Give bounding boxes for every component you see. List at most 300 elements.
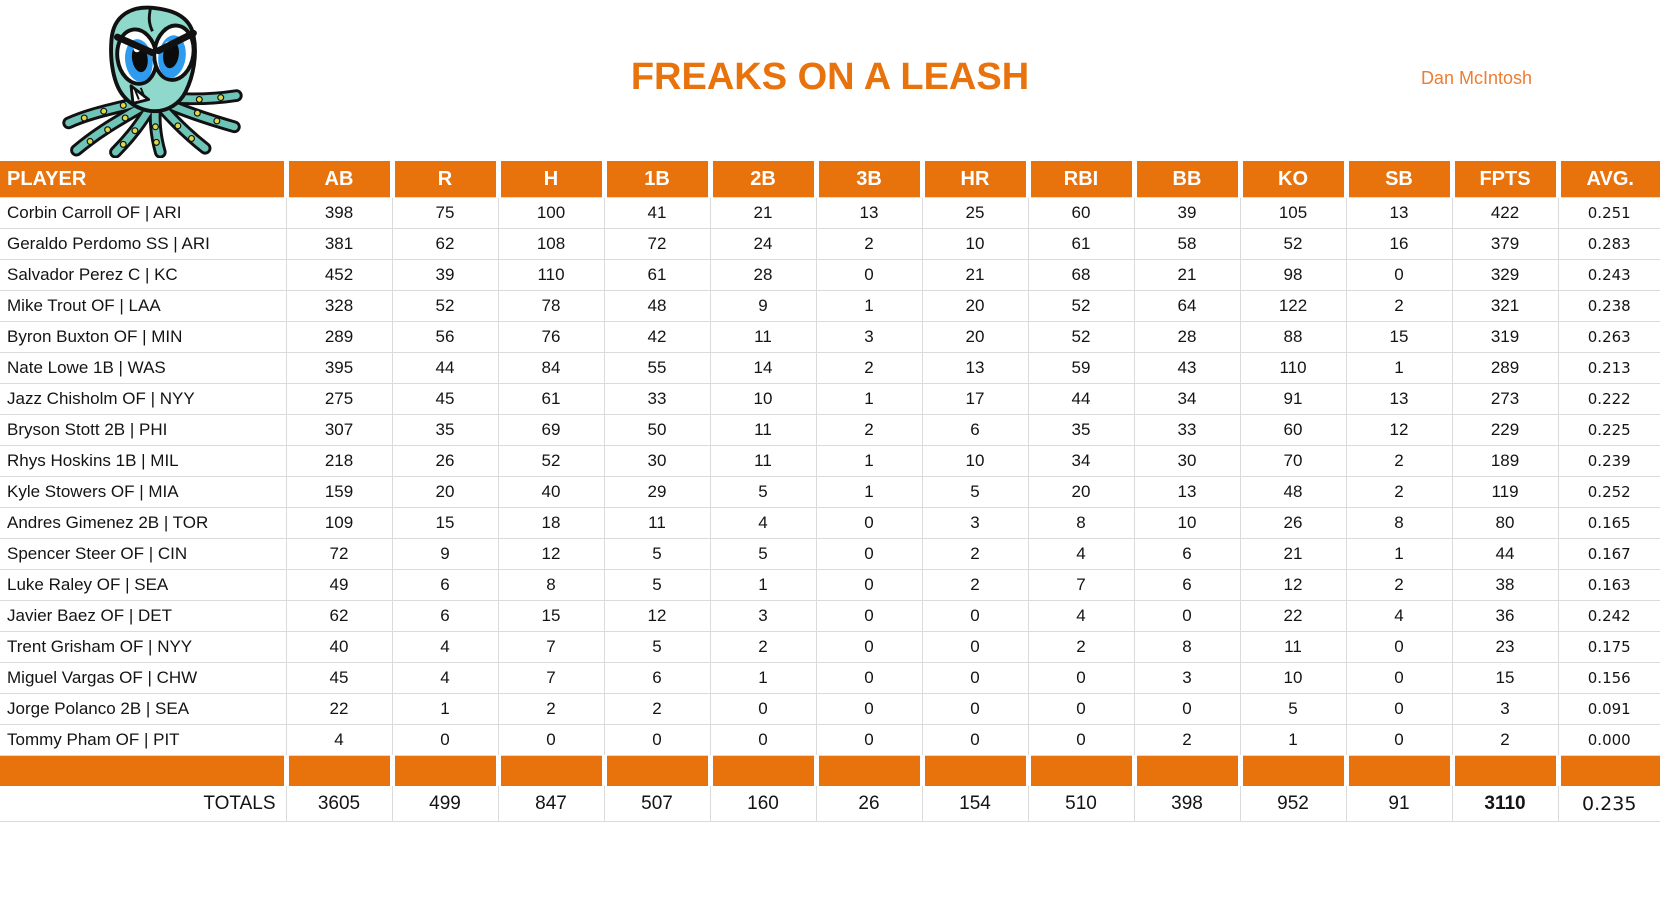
table-row (0, 725, 1660, 756)
stat-cell-sb[interactable]: 4 (1346, 601, 1452, 632)
separator-cell (816, 756, 922, 787)
stat-cell-sb[interactable]: 2 (1346, 446, 1452, 477)
stat-cell-rbi[interactable]: 7 (1028, 570, 1134, 601)
stat-cell-r[interactable]: 6 (392, 601, 498, 632)
stat-cell-2b[interactable]: 2 (710, 632, 816, 663)
player-name-cell[interactable]: Salvador Perez C | KC (0, 260, 286, 291)
separator-cell (1452, 756, 1558, 787)
stat-cell-bb[interactable]: 0 (1134, 694, 1240, 725)
stat-cell-rbi[interactable]: 35 (1028, 415, 1134, 446)
player-name-cell[interactable]: Corbin Carroll OF | ARI (0, 198, 286, 229)
player-name-cell[interactable]: Luke Raley OF | SEA (0, 570, 286, 601)
stat-cell-r[interactable]: 39 (392, 260, 498, 291)
stat-cell-1b[interactable]: 55 (604, 353, 710, 384)
stat-cell-sb[interactable]: 2 (1346, 570, 1452, 601)
stat-cell-3b[interactable]: 2 (816, 229, 922, 260)
stat-cell-1b[interactable]: 41 (604, 198, 710, 229)
stat-cell-ab[interactable]: 45 (286, 663, 392, 694)
stat-cell-ko[interactable]: 48 (1240, 477, 1346, 508)
stat-cell-bb[interactable]: 13 (1134, 477, 1240, 508)
stat-cell-h[interactable]: 69 (498, 415, 604, 446)
stat-cell-ab[interactable]: 452 (286, 260, 392, 291)
stat-cell-hr[interactable]: 3 (922, 508, 1028, 539)
player-name-cell[interactable]: Jorge Polanco 2B | SEA (0, 694, 286, 725)
stat-cell-ab[interactable]: 109 (286, 508, 392, 539)
stat-cell-sb[interactable]: 2 (1346, 477, 1452, 508)
stat-cell-bb[interactable]: 28 (1134, 322, 1240, 353)
player-name-cell[interactable]: Spencer Steer OF | CIN (0, 539, 286, 570)
stat-cell-fpts[interactable]: 3 (1452, 694, 1558, 725)
stat-cell-r[interactable]: 52 (392, 291, 498, 322)
stat-cell-3b[interactable]: 0 (816, 508, 922, 539)
total-3b[interactable]: 26 (816, 786, 922, 822)
stat-cell-h[interactable]: 7 (498, 663, 604, 694)
stat-cell-ab[interactable]: 22 (286, 694, 392, 725)
stat-cell-r[interactable]: 1 (392, 694, 498, 725)
stat-cell-avg[interactable]: 0.163 (1558, 570, 1660, 601)
stat-cell-h[interactable]: 76 (498, 322, 604, 353)
column-header-2b[interactable]: 2B (710, 161, 816, 198)
stat-cell-hr[interactable]: 0 (922, 725, 1028, 756)
stat-cell-fpts[interactable]: 2 (1452, 725, 1558, 756)
stat-cell-rbi[interactable]: 44 (1028, 384, 1134, 415)
player-name-cell[interactable]: Nate Lowe 1B | WAS (0, 353, 286, 384)
stat-cell-3b[interactable]: 0 (816, 632, 922, 663)
stat-cell-fpts[interactable]: 36 (1452, 601, 1558, 632)
player-name-cell[interactable]: Trent Grisham OF | NYY (0, 632, 286, 663)
stat-cell-3b[interactable]: 0 (816, 725, 922, 756)
stat-cell-2b[interactable]: 11 (710, 415, 816, 446)
stat-cell-ab[interactable]: 275 (286, 384, 392, 415)
total-sb[interactable]: 91 (1346, 786, 1452, 822)
stat-cell-ab[interactable]: 159 (286, 477, 392, 508)
stat-cell-h[interactable]: 7 (498, 632, 604, 663)
stat-cell-1b[interactable]: 12 (604, 601, 710, 632)
stat-cell-r[interactable]: 62 (392, 229, 498, 260)
stat-cell-hr[interactable]: 13 (922, 353, 1028, 384)
stat-cell-hr[interactable]: 0 (922, 694, 1028, 725)
stat-cell-hr[interactable]: 25 (922, 198, 1028, 229)
column-header-ab[interactable]: AB (286, 161, 392, 198)
stat-cell-h[interactable]: 61 (498, 384, 604, 415)
stat-cell-2b[interactable]: 3 (710, 601, 816, 632)
stat-cell-ko[interactable]: 122 (1240, 291, 1346, 322)
stat-cell-ko[interactable]: 26 (1240, 508, 1346, 539)
stat-cell-avg[interactable]: 0.167 (1558, 539, 1660, 570)
stat-cell-2b[interactable]: 0 (710, 725, 816, 756)
stat-cell-h[interactable]: 84 (498, 353, 604, 384)
stat-cell-h[interactable]: 18 (498, 508, 604, 539)
stat-cell-hr[interactable]: 5 (922, 477, 1028, 508)
stat-cell-r[interactable]: 4 (392, 632, 498, 663)
stat-cell-fpts[interactable]: 289 (1452, 353, 1558, 384)
column-header-ko[interactable]: KO (1240, 161, 1346, 198)
stat-cell-r[interactable]: 26 (392, 446, 498, 477)
stat-cell-rbi[interactable]: 2 (1028, 632, 1134, 663)
stat-cell-1b[interactable]: 72 (604, 229, 710, 260)
stat-cell-r[interactable]: 15 (392, 508, 498, 539)
stat-cell-rbi[interactable]: 0 (1028, 694, 1134, 725)
stat-cell-fpts[interactable]: 15 (1452, 663, 1558, 694)
stat-cell-sb[interactable]: 15 (1346, 322, 1452, 353)
stat-cell-h[interactable]: 110 (498, 260, 604, 291)
stat-cell-r[interactable]: 35 (392, 415, 498, 446)
stat-cell-avg[interactable]: 0.239 (1558, 446, 1660, 477)
stat-cell-sb[interactable]: 0 (1346, 725, 1452, 756)
stat-cell-1b[interactable]: 29 (604, 477, 710, 508)
stat-cell-hr[interactable]: 6 (922, 415, 1028, 446)
stat-cell-2b[interactable]: 14 (710, 353, 816, 384)
player-name-cell[interactable]: Andres Gimenez 2B | TOR (0, 508, 286, 539)
stat-cell-hr[interactable]: 2 (922, 539, 1028, 570)
stat-cell-1b[interactable]: 50 (604, 415, 710, 446)
stat-cell-3b[interactable]: 2 (816, 415, 922, 446)
stat-cell-2b[interactable]: 1 (710, 570, 816, 601)
table-row (0, 694, 1660, 725)
stat-cell-1b[interactable]: 48 (604, 291, 710, 322)
stat-cell-rbi[interactable]: 52 (1028, 291, 1134, 322)
stat-cell-hr[interactable]: 0 (922, 632, 1028, 663)
stat-cell-hr[interactable]: 20 (922, 291, 1028, 322)
stat-cell-ab[interactable]: 289 (286, 322, 392, 353)
stat-cell-avg[interactable]: 0.242 (1558, 601, 1660, 632)
stat-cell-1b[interactable]: 30 (604, 446, 710, 477)
stat-cell-3b[interactable]: 1 (816, 446, 922, 477)
stat-cell-bb[interactable]: 0 (1134, 601, 1240, 632)
table-row (0, 663, 1660, 694)
column-header-rbi[interactable]: RBI (1028, 161, 1134, 198)
stat-cell-2b[interactable]: 24 (710, 229, 816, 260)
stat-cell-hr[interactable]: 20 (922, 322, 1028, 353)
stat-cell-ab[interactable]: 72 (286, 539, 392, 570)
column-header-h[interactable]: H (498, 161, 604, 198)
stat-cell-h[interactable]: 2 (498, 694, 604, 725)
separator-cell (0, 756, 286, 787)
stat-cell-sb[interactable]: 1 (1346, 353, 1452, 384)
octopus-logo-icon (55, 2, 250, 158)
stat-cell-r[interactable]: 75 (392, 198, 498, 229)
stat-cell-bb[interactable]: 2 (1134, 725, 1240, 756)
column-header-1b[interactable]: 1B (604, 161, 710, 198)
total-ko[interactable]: 952 (1240, 786, 1346, 822)
stat-cell-2b[interactable]: 11 (710, 322, 816, 353)
stat-cell-ab[interactable]: 395 (286, 353, 392, 384)
stat-cell-r[interactable]: 6 (392, 570, 498, 601)
stat-cell-2b[interactable]: 1 (710, 663, 816, 694)
stat-cell-h[interactable]: 52 (498, 446, 604, 477)
stat-cell-avg[interactable]: 0.238 (1558, 291, 1660, 322)
stat-cell-3b[interactable]: 0 (816, 694, 922, 725)
stat-cell-h[interactable]: 78 (498, 291, 604, 322)
team-owner-name: Dan McIntosh (1420, 68, 1532, 88)
stat-cell-ab[interactable]: 381 (286, 229, 392, 260)
stat-cell-sb[interactable]: 0 (1346, 663, 1452, 694)
stat-cell-3b[interactable]: 0 (816, 663, 922, 694)
stat-cell-rbi[interactable]: 60 (1028, 198, 1134, 229)
stat-cell-1b[interactable]: 11 (604, 508, 710, 539)
stat-cell-fpts[interactable]: 38 (1452, 570, 1558, 601)
stat-cell-ko[interactable]: 52 (1240, 229, 1346, 260)
stat-cell-3b[interactable]: 0 (816, 539, 922, 570)
stat-cell-3b[interactable]: 2 (816, 353, 922, 384)
stat-cell-h[interactable]: 108 (498, 229, 604, 260)
column-header-sb[interactable]: SB (1346, 161, 1452, 198)
stat-cell-ko[interactable]: 105 (1240, 198, 1346, 229)
stat-cell-h[interactable]: 15 (498, 601, 604, 632)
stat-cell-hr[interactable]: 21 (922, 260, 1028, 291)
player-name-cell[interactable]: Rhys Hoskins 1B | MIL (0, 446, 286, 477)
player-name-cell[interactable]: Bryson Stott 2B | PHI (0, 415, 286, 446)
stat-cell-bb[interactable]: 6 (1134, 570, 1240, 601)
stat-cell-fpts[interactable]: 119 (1452, 477, 1558, 508)
stat-cell-avg[interactable]: 0.251 (1558, 198, 1660, 229)
stat-cell-sb[interactable]: 0 (1346, 632, 1452, 663)
stat-cell-bb[interactable]: 43 (1134, 353, 1240, 384)
column-header-r[interactable]: R (392, 161, 498, 198)
stat-cell-1b[interactable]: 5 (604, 539, 710, 570)
stat-cell-h[interactable]: 0 (498, 725, 604, 756)
stat-cell-avg[interactable]: 0.222 (1558, 384, 1660, 415)
stat-cell-3b[interactable]: 13 (816, 198, 922, 229)
stat-cell-fpts[interactable]: 273 (1452, 384, 1558, 415)
stat-cell-ko[interactable]: 11 (1240, 632, 1346, 663)
stat-cell-fpts[interactable]: 319 (1452, 322, 1558, 353)
stat-cell-sb[interactable]: 12 (1346, 415, 1452, 446)
stat-cell-ab[interactable]: 40 (286, 632, 392, 663)
stat-cell-hr[interactable]: 0 (922, 601, 1028, 632)
stat-cell-2b[interactable]: 11 (710, 446, 816, 477)
stat-cell-hr[interactable]: 17 (922, 384, 1028, 415)
header-row (0, 161, 1660, 198)
stat-cell-bb[interactable]: 58 (1134, 229, 1240, 260)
stat-cell-h[interactable]: 100 (498, 198, 604, 229)
stat-cell-avg[interactable]: 0.243 (1558, 260, 1660, 291)
stat-cell-3b[interactable]: 0 (816, 260, 922, 291)
player-name-cell[interactable]: Geraldo Perdomo SS | ARI (0, 229, 286, 260)
stat-cell-fpts[interactable]: 80 (1452, 508, 1558, 539)
stat-cell-sb[interactable]: 1 (1346, 539, 1452, 570)
stat-cell-fpts[interactable]: 422 (1452, 198, 1558, 229)
stat-cell-hr[interactable]: 10 (922, 446, 1028, 477)
stat-cell-ab[interactable]: 328 (286, 291, 392, 322)
stat-cell-avg[interactable]: 0.263 (1558, 322, 1660, 353)
stat-cell-1b[interactable]: 0 (604, 725, 710, 756)
stat-cell-hr[interactable]: 0 (922, 663, 1028, 694)
player-name-cell[interactable]: Tommy Pham OF | PIT (0, 725, 286, 756)
stat-cell-rbi[interactable]: 8 (1028, 508, 1134, 539)
stat-cell-3b[interactable]: 3 (816, 322, 922, 353)
stat-cell-fpts[interactable]: 329 (1452, 260, 1558, 291)
stat-cell-2b[interactable]: 9 (710, 291, 816, 322)
stat-cell-ab[interactable]: 307 (286, 415, 392, 446)
total-h[interactable]: 847 (498, 786, 604, 822)
stat-cell-3b[interactable]: 0 (816, 601, 922, 632)
stat-cell-ab[interactable]: 49 (286, 570, 392, 601)
total-bb[interactable]: 398 (1134, 786, 1240, 822)
stat-cell-avg[interactable]: 0.213 (1558, 353, 1660, 384)
stat-cell-sb[interactable]: 0 (1346, 260, 1452, 291)
stat-cell-3b[interactable]: 1 (816, 384, 922, 415)
total-avg[interactable]: 0.235 (1558, 786, 1660, 822)
stat-cell-h[interactable]: 40 (498, 477, 604, 508)
total-ab[interactable]: 3605 (286, 786, 392, 822)
stat-cell-ko[interactable]: 91 (1240, 384, 1346, 415)
stat-cell-2b[interactable]: 21 (710, 198, 816, 229)
stat-cell-3b[interactable]: 1 (816, 291, 922, 322)
stat-cell-rbi[interactable]: 4 (1028, 601, 1134, 632)
column-header-hr[interactable]: HR (922, 161, 1028, 198)
player-name-cell[interactable]: Jazz Chisholm OF | NYY (0, 384, 286, 415)
stat-cell-1b[interactable]: 6 (604, 663, 710, 694)
stat-cell-h[interactable]: 12 (498, 539, 604, 570)
stat-cell-1b[interactable]: 2 (604, 694, 710, 725)
total-rbi[interactable]: 510 (1028, 786, 1134, 822)
total-hr[interactable]: 154 (922, 786, 1028, 822)
stat-cell-ab[interactable]: 218 (286, 446, 392, 477)
stat-cell-1b[interactable]: 33 (604, 384, 710, 415)
table-row (0, 415, 1660, 446)
stat-cell-rbi[interactable]: 61 (1028, 229, 1134, 260)
stat-cell-ko[interactable]: 70 (1240, 446, 1346, 477)
stat-cell-ko[interactable]: 21 (1240, 539, 1346, 570)
stat-cell-2b[interactable]: 5 (710, 477, 816, 508)
stat-cell-bb[interactable]: 33 (1134, 415, 1240, 446)
stat-cell-ko[interactable]: 10 (1240, 663, 1346, 694)
stat-cell-2b[interactable]: 10 (710, 384, 816, 415)
stat-cell-3b[interactable]: 1 (816, 477, 922, 508)
stat-cell-rbi[interactable]: 59 (1028, 353, 1134, 384)
separator-cell (604, 756, 710, 787)
stat-cell-r[interactable]: 56 (392, 322, 498, 353)
stat-cell-h[interactable]: 8 (498, 570, 604, 601)
column-header-avg[interactable]: AVG. (1558, 161, 1660, 198)
stat-cell-rbi[interactable]: 34 (1028, 446, 1134, 477)
stat-cell-avg[interactable]: 0.175 (1558, 632, 1660, 663)
stat-cell-bb[interactable]: 8 (1134, 632, 1240, 663)
stat-cell-2b[interactable]: 0 (710, 694, 816, 725)
column-header-player[interactable]: PLAYER (0, 161, 286, 198)
stat-cell-1b[interactable]: 5 (604, 632, 710, 663)
total-fpts[interactable]: 3110 (1452, 786, 1558, 822)
stat-cell-2b[interactable]: 4 (710, 508, 816, 539)
stat-cell-avg[interactable]: 0.091 (1558, 694, 1660, 725)
stat-cell-r[interactable]: 4 (392, 663, 498, 694)
stat-cell-1b[interactable]: 61 (604, 260, 710, 291)
player-name-cell[interactable]: Kyle Stowers OF | MIA (0, 477, 286, 508)
stat-cell-sb[interactable]: 8 (1346, 508, 1452, 539)
player-name-cell[interactable]: Mike Trout OF | LAA (0, 291, 286, 322)
stat-cell-fpts[interactable]: 23 (1452, 632, 1558, 663)
table-row (0, 446, 1660, 477)
stat-cell-r[interactable]: 9 (392, 539, 498, 570)
stat-cell-ab[interactable]: 398 (286, 198, 392, 229)
stat-cell-ab[interactable]: 62 (286, 601, 392, 632)
column-header-fpts[interactable]: FPTS (1452, 161, 1558, 198)
player-name-cell[interactable]: Byron Buxton OF | MIN (0, 322, 286, 353)
stat-cell-avg[interactable]: 0.252 (1558, 477, 1660, 508)
stat-cell-avg[interactable]: 0.000 (1558, 725, 1660, 756)
stat-cell-sb[interactable]: 16 (1346, 229, 1452, 260)
stat-cell-fpts[interactable]: 379 (1452, 229, 1558, 260)
stat-cell-rbi[interactable]: 68 (1028, 260, 1134, 291)
separator-cell (1240, 756, 1346, 787)
table-row (0, 601, 1660, 632)
stat-cell-3b[interactable]: 0 (816, 570, 922, 601)
stat-cell-sb[interactable]: 0 (1346, 694, 1452, 725)
stat-cell-sb[interactable]: 13 (1346, 384, 1452, 415)
stat-cell-bb[interactable]: 21 (1134, 260, 1240, 291)
column-header-3b[interactable]: 3B (816, 161, 922, 198)
stat-cell-fpts[interactable]: 44 (1452, 539, 1558, 570)
stat-cell-bb[interactable]: 10 (1134, 508, 1240, 539)
player-name-cell[interactable]: Javier Baez OF | DET (0, 601, 286, 632)
stat-cell-2b[interactable]: 5 (710, 539, 816, 570)
stat-cell-r[interactable]: 44 (392, 353, 498, 384)
table-row (0, 539, 1660, 570)
stat-cell-bb[interactable]: 39 (1134, 198, 1240, 229)
total-1b[interactable]: 507 (604, 786, 710, 822)
stat-cell-avg[interactable]: 0.156 (1558, 663, 1660, 694)
stat-cell-bb[interactable]: 3 (1134, 663, 1240, 694)
stat-cell-sb[interactable]: 2 (1346, 291, 1452, 322)
stat-cell-ko[interactable]: 110 (1240, 353, 1346, 384)
stat-cell-avg[interactable]: 0.283 (1558, 229, 1660, 260)
stat-cell-hr[interactable]: 2 (922, 570, 1028, 601)
stat-cell-avg[interactable]: 0.225 (1558, 415, 1660, 446)
stat-cell-ab[interactable]: 4 (286, 725, 392, 756)
separator-cell (498, 756, 604, 787)
stat-cell-bb[interactable]: 30 (1134, 446, 1240, 477)
stat-cell-bb[interactable]: 64 (1134, 291, 1240, 322)
stat-cell-2b[interactable]: 28 (710, 260, 816, 291)
stat-cell-rbi[interactable]: 52 (1028, 322, 1134, 353)
stat-cell-ko[interactable]: 22 (1240, 601, 1346, 632)
table-row (0, 477, 1660, 508)
stat-cell-1b[interactable]: 42 (604, 322, 710, 353)
stat-cell-sb[interactable]: 13 (1346, 198, 1452, 229)
stat-cell-rbi[interactable]: 0 (1028, 663, 1134, 694)
totals-row (0, 786, 1660, 822)
stat-cell-rbi[interactable]: 0 (1028, 725, 1134, 756)
stat-cell-ko[interactable]: 5 (1240, 694, 1346, 725)
stat-cell-r[interactable]: 0 (392, 725, 498, 756)
stat-cell-bb[interactable]: 34 (1134, 384, 1240, 415)
separator-cell (286, 756, 392, 787)
stat-cell-avg[interactable]: 0.165 (1558, 508, 1660, 539)
column-header-bb[interactable]: BB (1134, 161, 1240, 198)
stat-cell-r[interactable]: 45 (392, 384, 498, 415)
stat-cell-bb[interactable]: 6 (1134, 539, 1240, 570)
stat-cell-fpts[interactable]: 229 (1452, 415, 1558, 446)
stat-cell-ko[interactable]: 60 (1240, 415, 1346, 446)
table-row (0, 570, 1660, 601)
stat-cell-ko[interactable]: 12 (1240, 570, 1346, 601)
player-name-cell[interactable]: Miguel Vargas OF | CHW (0, 663, 286, 694)
stat-cell-r[interactable]: 20 (392, 477, 498, 508)
stat-cell-rbi[interactable]: 4 (1028, 539, 1134, 570)
separator-cell (1346, 756, 1452, 787)
stat-cell-ko[interactable]: 88 (1240, 322, 1346, 353)
total-2b[interactable]: 160 (710, 786, 816, 822)
stat-cell-fpts[interactable]: 321 (1452, 291, 1558, 322)
total-r[interactable]: 499 (392, 786, 498, 822)
stat-cell-rbi[interactable]: 20 (1028, 477, 1134, 508)
stat-cell-ko[interactable]: 98 (1240, 260, 1346, 291)
stat-cell-ko[interactable]: 1 (1240, 725, 1346, 756)
stat-cell-1b[interactable]: 5 (604, 570, 710, 601)
stat-cell-fpts[interactable]: 189 (1452, 446, 1558, 477)
stat-cell-hr[interactable]: 10 (922, 229, 1028, 260)
